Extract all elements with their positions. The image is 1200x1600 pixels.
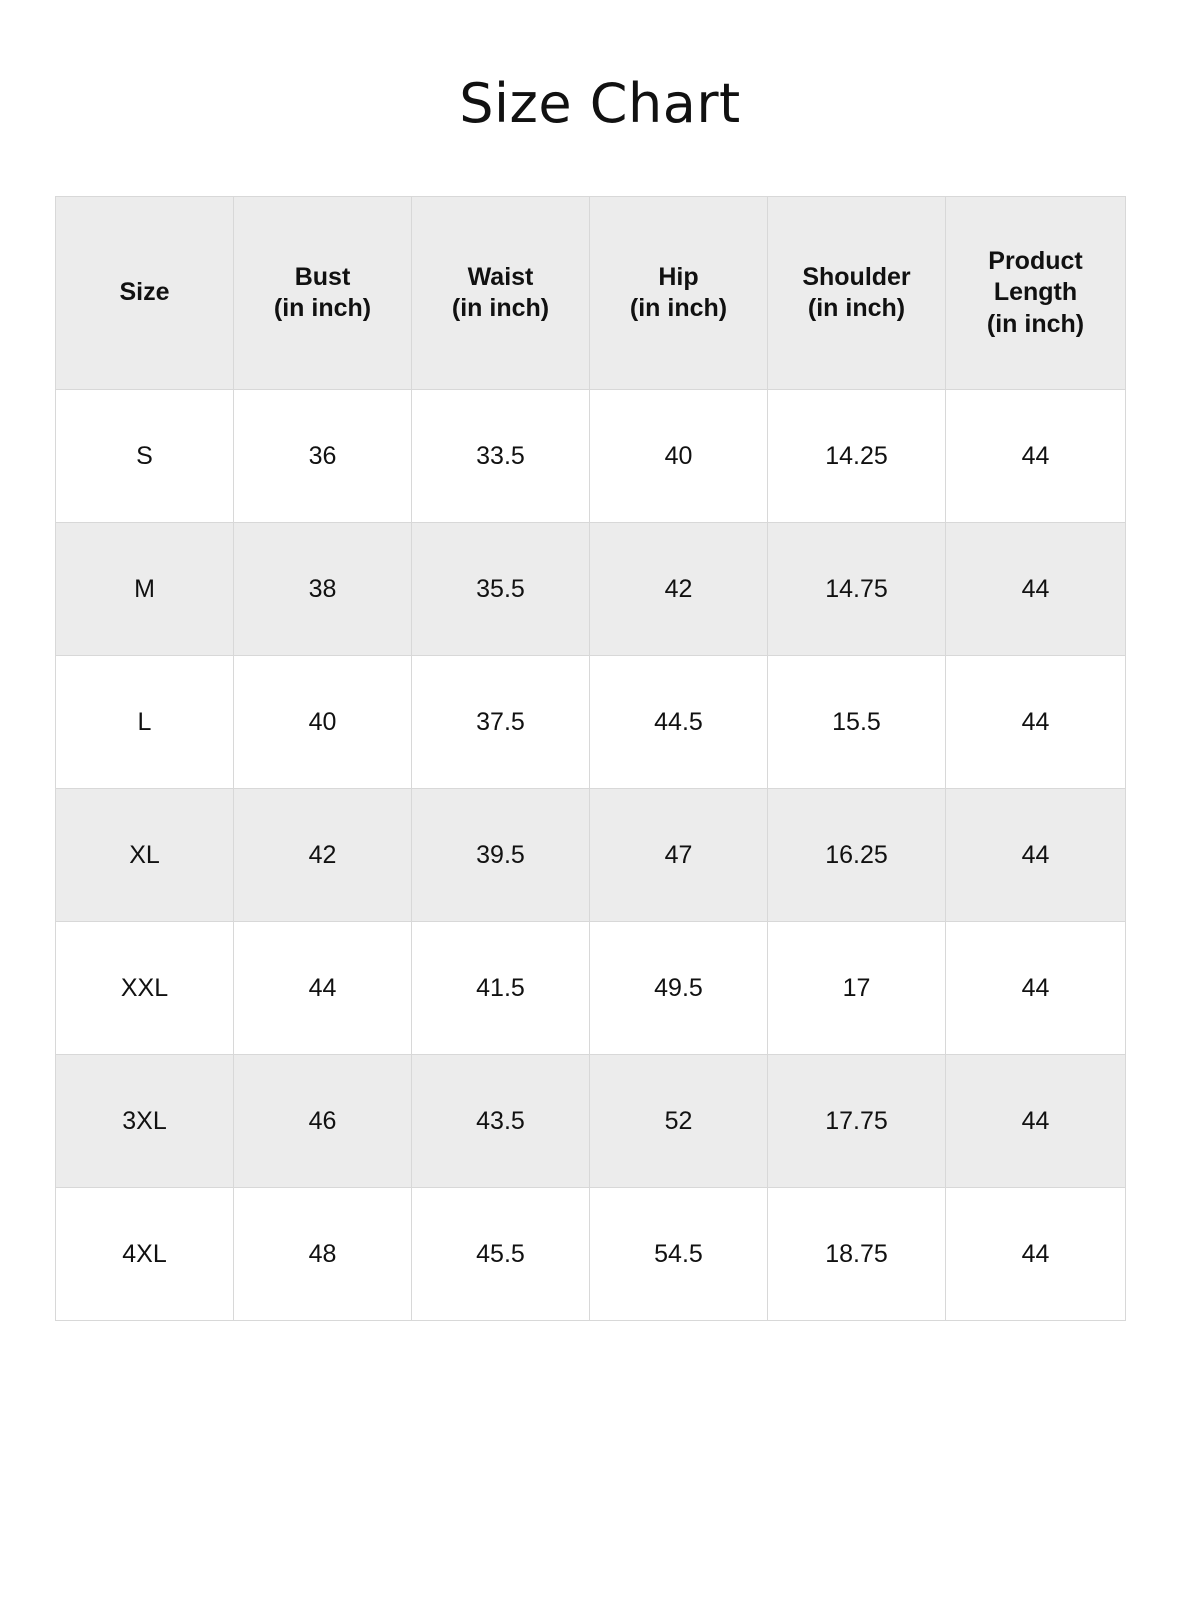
cell-shoulder: 15.5 [768, 656, 946, 789]
cell-shoulder: 14.25 [768, 390, 946, 523]
cell-bust: 38 [234, 523, 412, 656]
table-row [56, 523, 1126, 656]
column-header-shoulder-label: Shoulder [802, 262, 911, 291]
cell-product-length: 44 [946, 523, 1126, 656]
column-header-shoulder-unit: (in inch) [807, 294, 906, 322]
cell-hip: 40 [590, 390, 768, 523]
cell-shoulder: 17.75 [768, 1055, 946, 1188]
cell-product-length: 44 [946, 1188, 1126, 1321]
cell-size: 3XL [56, 1055, 234, 1188]
cell-bust: 42 [234, 789, 412, 922]
cell-waist: 43.5 [412, 1055, 590, 1188]
column-header-bust-label: Bust [294, 262, 351, 291]
cell-shoulder: 17 [768, 922, 946, 1055]
cell-waist: 35.5 [412, 523, 590, 656]
column-header-waist-unit: (in inch) [451, 294, 550, 322]
column-header-hip [590, 197, 768, 390]
cell-hip: 49.5 [590, 922, 768, 1055]
cell-bust: 48 [234, 1188, 412, 1321]
column-header-product-length-label-2: Length [993, 278, 1078, 307]
cell-bust: 44 [234, 922, 412, 1055]
cell-size: M [56, 523, 234, 656]
table-row [56, 789, 1126, 922]
cell-hip: 47 [590, 789, 768, 922]
cell-product-length: 44 [946, 789, 1126, 922]
size-chart-table-container [55, 196, 1125, 1321]
table-row [56, 390, 1126, 523]
column-header-waist [412, 197, 590, 390]
cell-size: XXL [56, 922, 234, 1055]
cell-hip: 44.5 [590, 656, 768, 789]
cell-size: XL [56, 789, 234, 922]
cell-product-length: 44 [946, 1055, 1126, 1188]
size-chart-table [55, 196, 1126, 1321]
column-header-size [56, 197, 234, 390]
column-header-product-length-label-1: Product [988, 247, 1083, 276]
cell-hip: 54.5 [590, 1188, 768, 1321]
cell-waist: 41.5 [412, 922, 590, 1055]
cell-bust: 36 [234, 390, 412, 523]
column-header-hip-unit: (in inch) [629, 294, 728, 322]
table-header [56, 197, 1126, 390]
cell-waist: 37.5 [412, 656, 590, 789]
cell-product-length: 44 [946, 922, 1126, 1055]
table-row [56, 1055, 1126, 1188]
page-title: Size Chart [459, 72, 741, 135]
table-row [56, 922, 1126, 1055]
cell-bust: 40 [234, 656, 412, 789]
cell-waist: 33.5 [412, 390, 590, 523]
column-header-shoulder [768, 197, 946, 390]
cell-shoulder: 18.75 [768, 1188, 946, 1321]
table-header-row [56, 197, 1126, 390]
cell-size: 4XL [56, 1188, 234, 1321]
cell-hip: 52 [590, 1055, 768, 1188]
cell-size: L [56, 656, 234, 789]
cell-product-length: 44 [946, 656, 1126, 789]
cell-shoulder: 16.25 [768, 789, 946, 922]
table-body [56, 390, 1126, 1321]
cell-product-length: 44 [946, 390, 1126, 523]
cell-shoulder: 14.75 [768, 523, 946, 656]
cell-bust: 46 [234, 1055, 412, 1188]
column-header-hip-label: Hip [658, 262, 699, 291]
table-row [56, 656, 1126, 789]
cell-waist: 45.5 [412, 1188, 590, 1321]
column-header-waist-label: Waist [467, 262, 534, 291]
column-header-bust [234, 197, 412, 390]
cell-waist: 39.5 [412, 789, 590, 922]
table-row [56, 1188, 1126, 1321]
cell-hip: 42 [590, 523, 768, 656]
column-header-size-label: Size [119, 278, 170, 307]
column-header-bust-unit: (in inch) [273, 294, 372, 322]
cell-size: S [56, 390, 234, 523]
column-header-product-length-unit: (in inch) [986, 309, 1085, 338]
column-header-product-length [946, 197, 1126, 390]
